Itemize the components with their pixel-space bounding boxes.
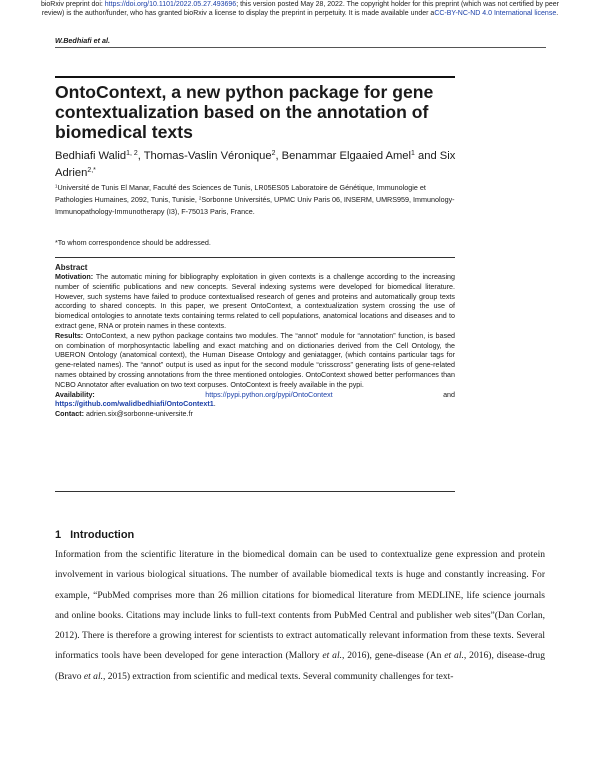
affiliation-mark: 1 — [55, 183, 58, 189]
affiliation-mark: 2 — [198, 195, 202, 201]
intro-text: , 2016), gene-disease (An — [341, 650, 445, 662]
introduction-paragraph — [55, 545, 545, 687]
abstract-results — [55, 332, 455, 391]
paper-title: OntoContext, a new python package for gene contextualization based on the annotation of biomedical texts — [55, 82, 434, 142]
availability-github-line — [55, 400, 455, 410]
biorxiv-prefix: bioRxiv preprint doi: — [40, 1, 105, 8]
author-name: Benammar Elgaaied Amel — [281, 150, 412, 162]
abstract-top-rule — [55, 257, 455, 258]
intro-et-al: et al. — [444, 650, 464, 662]
pypi-link[interactable]: https://pypi.python.org/pypi/OntoContext — [205, 390, 333, 399]
affiliation-2: Sorbonne Universités, UPMC Univ Paris 06, INSERM, UMRS959, Immunology-Immunopathology-Immunotherapy (I3), F-75013 Paris, France. — [55, 195, 455, 217]
results-text: OntoContext, a new python package contains two modules. The “annot” module for “annotation” function, is based on combination of morphosyntactic labelling and exact matching and on dictionaries derived from the Cell Ontology, the UBERON Ontology (anatomical context), the Human Disease Ontology and geniatagger, (which contains particular tags for gene-related names). The “annot” output is used as input for the second module “crisscross” generating lists of gene-related names obtained by crossing annotations from the three mentioned ontologies. OntoContext showed better performances than NCBO Annotator after evaluation on two text corpuses. OntoContext is freely available in the pypi. — [55, 331, 456, 389]
intro-et-al: et al. — [83, 670, 103, 682]
author-affiliation-mark: 1, 2 — [126, 150, 138, 158]
intro-et-al: et al. — [322, 650, 342, 662]
affiliation-1: Université de Tunis El Manar, Faculté des Sciences de Tunis, LR05ES05 Laboratoire de Génétique, Immunologie et Pathologies Humaines, 2092, Tunis, Tunisie, — [55, 183, 426, 205]
title-rule — [55, 76, 455, 78]
author-name: Thomas-Vaslin Véronique — [143, 150, 272, 162]
license-link[interactable]: CC-BY-NC-ND 4.0 International license — [434, 9, 557, 17]
motivation-label: Motivation: — [55, 273, 94, 281]
biorxiv-preprint-notice — [40, 1, 560, 18]
intro-text: , 2016), disease-drug (Bravo — [55, 650, 545, 682]
contact-label: Contact: — [55, 410, 84, 419]
results-label: Results: — [55, 331, 84, 340]
running-head: W.Bedhiafi et al. — [55, 36, 110, 45]
author-affiliation-mark: 1 — [411, 150, 415, 158]
abstract — [55, 263, 455, 420]
author-name: Six Adrien — [55, 150, 456, 179]
abstract-availability — [55, 391, 455, 401]
header-rule — [55, 47, 546, 48]
affiliations — [55, 182, 460, 218]
intro-text: Information from the scientific literature in the biomedical domain can be used to contextualize gene expression and protein involvement in various biological situations. The number of available biomedical texts is huge and constantly increasing. For example, “PubMed comprises more than 26 million citations for biomedical literature from MEDLINE, life science journals and online books. Citations may include links to full-text contents from PubMed Central and publisher web sites”(Dan Corlan, 2012). There is therefore a growing interest for scientists to extract automatically relevant information from these texts. Several informatics tools have been developed for gene interaction (Mallory — [55, 549, 545, 662]
intro-text: , 2015) extraction from scientific and medical texts. Several community challenges for text- — [103, 670, 454, 682]
author-list: Bedhiafi Walid$^{1, 2}$, Thomas-Vaslin Véronique$^2$, Benammar Elgaaied Amel$^1$ and Six Adrien$^{2,*}$ — [55, 150, 456, 179]
author-name: Bedhiafi Walid — [55, 150, 127, 162]
availability-and: and — [443, 390, 455, 399]
section-number: 1 — [55, 529, 62, 541]
abstract-contact — [55, 410, 455, 420]
availability-end: . — [213, 400, 216, 409]
abstract-motivation — [55, 273, 455, 332]
section-heading-introduction — [55, 529, 134, 541]
correspondence-note: *To whom correspondence should be addressed. — [55, 238, 211, 247]
abstract-bottom-rule — [55, 491, 455, 492]
author-affiliation-mark: 2 — [271, 150, 276, 158]
contact-email[interactable]: adrien.six@sorbonne-universite.fr — [85, 410, 193, 419]
motivation-text: The automatic mining for bibliography exploitation in given contexts is a challenge according to the increasing number of scientific publications and new concepts. Several indexing systems were developed for biomedical literature. However, such systems have failed to produce contextualised research of genes and proteins and automatically group texts according to shared concepts. In this paper, we present OntoContext, a contextualization system crossing the use of biomedical ontologies to annotate texts containing terms related to cell populations, anatomical locations and diseases and to extract gene, RNA or protein names in these contexts. — [55, 273, 455, 330]
section-title: Introduction — [70, 529, 135, 541]
biorxiv-notice-text: ; this version posted May 28, 2022. The copyright holder for this preprint (which was not certified by peer review) is the author/funder, who has granted bioRxiv a license to display the preprint in perpetuity. It is made available under a — [41, 1, 560, 17]
doi-link[interactable]: https://doi.org/10.1101/2022.05.27.493696 — [104, 1, 237, 8]
abstract-heading: Abstract — [55, 263, 88, 272]
github-link[interactable]: https://github.com/walidbedhiafi/OntoContext1 — [55, 400, 214, 409]
availability-label: Availability: — [55, 390, 95, 399]
biorxiv-suffix: . — [556, 9, 559, 17]
author-affiliation-mark: 2,* — [87, 166, 96, 174]
